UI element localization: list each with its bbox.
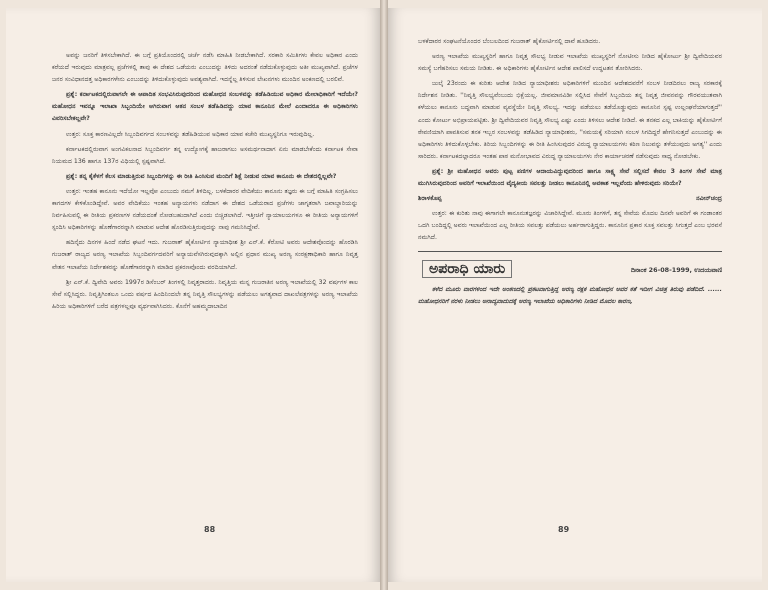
body-paragraph: ಕರ್ನಾಟಕದಲ್ಲಿರುವಾಗ ಅಂಗವಿಕಲನಾದ ಸಿಬ್ಬಂದಿವರ್ಗ ತನ್ನ ಉದ್ಯೋಗಕ್ಕೆ ಹಾಜರಾಗಲು ಅಸಮರ್ಥನಾದಾಗ ಏನು ಮಾಡಬೇಕೆಂದು ಕರ್ನಾಟಕ ಸೇವಾ ನಿಯಮದ 136 ಹಾಗೂ 137ರ ವಿಧಿಯಲ್ಲಿ ಸ್ಪಷ್ಟವಾಗಿದೆ.	[52, 145, 358, 165]
section-divider	[418, 251, 722, 252]
question-paragraph: ಪ್ರಶ್ನೆ: ತನ್ನ ಕೈಕೆಳಗೆ ಕೆಲಸ ಮಾಡುತ್ತಿರುವ ಸಿಬ್ಬಂದಿಗಳನ್ನು ಈ ರೀತಿ ಹಿಂಸಿಸುವ ಮಂದಿಗೆ ಶಿಕ್ಷೆ ನೀಡುವ ಯಾವ ಕಾನೂನು ಈ ದೇಶದಲ್ಲಿಲ್ಲವೇ?	[66, 172, 337, 180]
answer-paragraph: ಉತ್ತರ: ಸೂಕ್ತ ಕಾರಣವಿಲ್ಲದೇ ಸಿಬ್ಬಂದಿವರ್ಗದ ಸಂಬಳವನ್ನು ತಡೆಹಿಡಿಯುವ ಅಧಿಕಾರ ಯಾವ ಕಚೇರಿ ಮುಖ್ಯಸ್ಥನಿಗೂ ಇರುವುದಿಲ್ಲ.	[66, 130, 315, 138]
left-page	[6, 8, 380, 582]
answer-paragraph: ಉತ್ತರ: ಇಂತಹ ಕಾನೂನು ಇದೆಯೋ ಇಲ್ಲವೋ ಎಂಬುದು ನಮಗೆ ತಿಳಿದಿಲ್ಲ. ಬಳಕೆದಾರರ ವೇದಿಕೆಯು ಕಾನೂನು ತಜ್ಞರು ಈ ಬಗ್ಗೆ ಮಾಹಿತಿ ಸಂಗ್ರಹಿಸಲು ಕಾಗದಗಳ ಕೇಳಿಕೊಂಡಿದ್ದೇವೆ. ಅವರ ವೇದಿಕೆಯು ಇಂತಹ ಅನ್ಯಾಯಗಳು ನಡೆದಾಗ ಈ ದೇಶದ ಒಡೆಯರಾದ ಪ್ರಜೆಗಳು ಜಾಗೃತರಾಗಿ ಜವಾಬ್ದಾರಿಯನ್ನು ನಿರ್ವಹಿಸುವಲ್ಲಿ ಈ ರೀತಿಯ ಪ್ರಕರಣಗಳ ನಡೆಯದಂತೆ ನೋಡಬಹುದಾಗಿದೆ ಎಂದು ಬಿಚ್ಚಿಡಲಾಗಿದೆ. ಇತ್ತೀಚಿಗೆ ನ್ಯಾಯಾಲಯಗಳೂ ಈ ರೀತಿಯ ಅನ್ಯಾಯಗಳಿಗೆ ಸ್ಪಂದಿಸಿ ಅಧಿಕಾರಿಗಳನ್ನು ಹೊಣೆಗಾರರನ್ನಾಗಿ ಮಾಡುವ ಆದೇಶ ಹೊರಡಿಸುತ್ತಿರುವುದನ್ನು ನಾವು ಗಮನಿಸಿದ್ದೇವೆ.	[52, 187, 358, 232]
book-gutter	[380, 0, 388, 590]
section-dateline: ದಿನಾಂಕ 26-08-1999, ಉದಯವಾಣಿ	[630, 265, 722, 274]
question-paragraph: ಪ್ರಶ್ನೆ: ಕರ್ನಾಟಕದಲ್ಲಿರುವಾಗಲೇ ಈ ಆಪಾದಿತ ಸಂಭವಿಸಿರುವುದರಿಂದ ಮಹೋಧನ ಸಂಬಳವನ್ನು ತಡೆಹಿಡಿಯುವ ಅಧಿಕಾರ ಮೇಲಾಧಿಕಾರಿಗೆ ಇದೆಯೇ? ಮಹೋಧನ ಇವನ್ನೂ ಇಲಾಖಾ ಸಿಬ್ಬಂದಿಯೇ ಆಗಿರುವಾಗ ಆತನ ಸಂಬಳ ತಡೆಹಿಡಿದದ್ದು ಯಾವ ಕಾನೂನಿನ ಮೇಲೆ ಎಂದಾದರೂ ಈ ಅಧಿಕಾರಿಗಳು ವಿವರಿಸಬೇಕಲ್ಲವೇ?	[52, 91, 358, 123]
right-page	[388, 8, 762, 582]
body-paragraph: ಅವನ್ನು ಜನರಿಗೆ ತಿಳಿಸಬೇಕಾಗಿದೆ. ಈ ಬಗ್ಗೆ ಪ್ರತಿಯೊಂದರಲ್ಲಿ ಚರ್ಚೆ ನಡೆಸಿ ಮಾಹಿತಿ ನೀಡಬೇಕಾಗಿದೆ. ಸರಕಾರಿ ಸಮಿತಿಗಳು ಕೇವಲ ಅಧಿಕಾರ ಎಂದು ಕರೆಯದೆ ಇರುವುದು ಮಾತ್ರವಲ್ಲ ಪ್ರಜೆಗಳಲ್ಲಿ ತಾವು ಈ ದೇಶದ ಒಡೆಯರು ಎಂಬುದನ್ನು ತಿಳಿದು ಅದರಂತೆ ನಡೆದುಕೊಳ್ಳುವುದು ಅತೀ ಮುಖ್ಯವಾಗಿದೆ. ಪ್ರಜೆಗಳ ಜನರ ಸಂವಿಧಾನದತ್ತ ಅಧಿಕಾರಗಳೇನು ಎಂಬುದನ್ನು ತಿಳಿದುಕೊಳ್ಳುವುದು ಅವಶ್ಯವಾಗಿದೆ. ಇದನ್ನೆಲ್ಲ ತಿಳಿಸುವ ಲೇಖನಗಳು ಮುಂದಿನ ಅಂಕಣದಲ್ಲಿ ಬರಲಿವೆ.	[52, 52, 358, 84]
body-paragraph: ಜುಲೈ 23ರಂದು ಈ ಕುರಿತು ಆದೇಶ ನೀಡಿದ ನ್ಯಾಯಾಧೀಶರು ಅಧಿಕಾರಿಗಳಿಗೆ ಮುಂದಿನ ಆದೇಶದವರೆಗೆ ಸಂಬಳ ನೀಡದಿರಲು ರಾಜ್ಯ ಸರಕಾರಕ್ಕೆ ನಿರ್ದೇಶನ ನೀಡಿತು. ''ನಿವೃತ್ತಿ ಸೌಲಭ್ಯವೆಂಬುದು ಭಿಕ್ಷೆಯಲ್ಲ. ಜೀವಮಾನವಿಡೀ ಸಲ್ಲಿಸಿದ ಸೇವೆಗೆ ಸಿಬ್ಬಂದಿಯ ತನ್ನ ನಿವೃತ್ತ ಜೀವನವನ್ನು ಗೌರವಯುತವಾಗಿ ಕಳೆಯಲು ಕಾನೂನು ಬದ್ಧವಾಗಿ ಮಾಡುವ ವ್ಯವಸ್ಥೆಯೇ ನಿವೃತ್ತಿ ಸೌಲಭ್ಯ. ಇದನ್ನು ಪಡೆಯಲು ತಡೆಯೊಡ್ಡುವುದು ಕಾನೂನಿನ ಸ್ಪಷ್ಟ ಉಲ್ಲಂಘನೆಯಾಗುತ್ತದೆ'' ಎಂದು ಕೋರ್ಟು ಅಭಿಪ್ರಾಯಪಟ್ಟಿತು. ಶ್ರೀ ದ್ವಿವೇದಿಯವರ ನಿವೃತ್ತಿ ಸೌಲಭ್ಯ ಎಷ್ಟು ಎಂದು ತಿಳಿಸಲು ಆದೇಶ ನೀಡಿದೆ. ಈ ತನಕದ ಎಲ್ಲ ಬಾಕಿಯನ್ನು ಹೈಕೋರ್ಟಿಗೆ ಠೇವಣಿಯಾಗಿ ಪಾವತಿಸುವ ತನಕ ಇಬ್ಬರ ಸಂಬಳವನ್ನು ತಡೆಹಿಡಿದ ನ್ಯಾಯಾಧೀಶರು, ''ಸಮಯಕ್ಕೆ ಸರಿಯಾಗಿ ಸಂಬಳ ಸಿಗದಿದ್ದರೆ ಹೇಗನಿಸುತ್ತದೆ ಎಂಬುದನ್ನು ಈ ಅಧಿಕಾರಿಗಳು ತಿಳಿದುಕೊಳ್ಳಬೇಕು. ತಿರಿಯ ಸಿಬ್ಬಂದಿಗಳನ್ನು ಈ ರೀತಿ ಹಿಂಸಿಸುವುದರ ವಿರುದ್ಧ ನ್ಯಾಯಾಲಯಗಳು ಕಠಿಣ ನಿಲುವನ್ನು ತಳೆಯುವುದು ಅಗತ್ಯ'' ಎಂದು ಸಾರಿದರು. ಕರ್ನಾಟಕದಲ್ಲಾದರೂ ಇಂತಹ ಪಾಠ ಮನೋಭಾವದ ವಿರುದ್ಧ ನ್ಯಾಯಾಲಯಗಳು ನೇರ ಕಾರ್ಯಾಚರಣೆ ನಡೆಸುವುದು ಸಾಧ್ಯ ನೋಡಬೇಕು.	[418, 80, 722, 160]
signature-name: ನವೀನ್‌ಚಂದ್ರ	[696, 195, 722, 203]
body-paragraph: ಹದಿನೈದು ದಿನಗಳ ಹಿಂದೆ ನಡೆದ ಘಟನೆ ಇದು. ಗುಜರಾತ್ ಹೈಕೋರ್ಟಿನ ನ್ಯಾಯಾಧೀಶ ಶ್ರೀ ಎನ್.ಕೆ. ಕೆರೋಟಿ ಅವರು ಆದೇಶವೊಂದನ್ನು ಹೊರಡಿಸಿ ಗುಜರಾತ್ ರಾಜ್ಯದ ಅರಣ್ಯ ಇಲಾಖೆಯ ಸಿಬ್ಬಂದಿವರ್ಗದವರಿಗೆ ಅನ್ಯಾಯವೆಸಗಿರುವುದಕ್ಕಾಗಿ ಅಲ್ಲಿನ ಪ್ರಧಾನ ಮುಖ್ಯ ಅರಣ್ಯ ಸಂರಕ್ಷಣಾಧಿಕಾರಿ ಹಾಗೂ ನಿವೃತ್ತ ವೇತನ ಇಲಾಖೆಯ ನಿರ್ದೇಶಕರನ್ನು ಹೊಣೆಗಾರರನ್ನಾಗಿ ಮಾಡಿದ ಪ್ರಕರಣವೊಂದು ವರದಿಯಾಗಿದೆ.	[52, 239, 358, 271]
left-page-text	[52, 50, 358, 316]
signature-place: ಶಿರಾಳಕೊಪ್ಪ	[418, 195, 442, 203]
right-page-text	[418, 36, 722, 311]
signature-line	[418, 193, 722, 205]
body-paragraph: ಬಳಕೆದಾರರ ಸಂಘಟನೆಯೊಂದರ ಬೆಂಬಲದಿಂದ ಗುಜರಾತ್ ಹೈಕೋರ್ಟಿನಲ್ಲಿ ದಾವೆ ಹೂಡಿದರು.	[418, 38, 601, 45]
question-paragraph: ಪ್ರಶ್ನೆ: ಶ್ರೀ ಮಹೋಧನ ಅವರು ಪುಟ್ಟ ಪಣಿಗಳ ಆದಾಯವಿದ್ದುವುದರಿಂದ ಹಾಗೂ ಸಾಕ್ಷ್ಯ ಸೇವೆ ಸಲ್ಲಿಸದೆ ಕೇವಲ 3 ತಿಂಗಳ ಸೇವೆ ಮಾತ್ರ ಮುಗಿಸಿರುವುದರಿಂದ ಅವರಿಗೆ ಇಲಾಖೆಯಿಂದ ವೈದ್ಯಕೀಯ ಸವಲತ್ತು ನೀಡಲು ಕಾನೂನಿನಲ್ಲಿ ಅವಕಾಶ ಇಲ್ಲವೆಂದು ಹೇಳಿರುವುದು ಸರಿಯೇ?	[418, 167, 722, 188]
section-heading: ಅಪರಾಧಿ ಯಾರು	[422, 260, 512, 278]
page-number-left: 88	[204, 525, 216, 534]
answer-paragraph: ಉತ್ತರ: ಈ ಕುರಿತು ನಾವು ಈಗಾಗಲೇ ಕಾನೂನುತಜ್ಞರನ್ನು ವಿಚಾರಿಸಿದ್ದೇವೆ. ಮೂರು ತಿಂಗಳಿಗೆ, ತನ್ನ ಸೇವೆಯ ಮೊದಲ ದಿನವೇ ಅವರಿಗೆ ಈ ಗಂಡಾಂತರ ಒದಗಿ ಬಂದಿದ್ದಲ್ಲಿ ಅವರು ಇಲಾಖೆಯಿಂದ ಎಲ್ಲ ರೀತಿಯ ಸವಲತ್ತು ಪಡೆಯಲು ಅರ್ಹರಾಗುತ್ತಿದ್ದರು. ಕಾನೂನಿನ ಪ್ರಕಾರ ಸೂಕ್ತ ಸವಲತ್ತು ಸಿಗುತ್ತದೆ ಎಂಬ ಭರವಸೆ ನಮಗಿದೆ.	[418, 210, 722, 242]
body-paragraph: ಅರಣ್ಯ ಇಲಾಖೆಯ ಮುಖ್ಯಸ್ಥರಿಗೆ ಹಾಗೂ ನಿವೃತ್ತ ಸೌಲಭ್ಯ ನೀಡುವ ಇಲಾಖೆಯ ಮುಖ್ಯಸ್ಥರಿಗೆ ನೋಟೀಸು ನೀಡಿದ ಹೈಕೋರ್ಟು ಶ್ರೀ ದ್ವಿವೇದಿಯವರ ಸಮಸ್ಯೆ ಬಗೆಹರಿಸಲು ಸಮಯ ನೀಡಿತು. ಈ ಅಧಿಕಾರಿಗಳು ಹೈಕೋರ್ಟಿನ ಆದೇಶ ಪಾಲಿಸದೆ ಉದ್ಧಟತನ ತೋರಿಸಿದರು.	[418, 53, 722, 73]
section-intro: ಕಳೆದ ಮೂರು ವಾರಗಳಿಂದ ಇದೇ ಅಂಕಣದಲ್ಲಿ ಪ್ರಕಟವಾಗುತ್ತಿದ್ದ ಅರಣ್ಯ ರಕ್ಷಕ ಮಹೋಧನ ಅವರ ಕತೆ ಇದೀಗ ವಿಚಿತ್ರ ತಿರುವು ಪಡೆದಿದೆ. ...... ಮಹೋಧನರಿಗೆ ನರಳು ನೀಡಲು ಅನಾದ್ಯವಾದುದಕ್ಕೆ ಅರಣ್ಯ ಇಲಾಖೆಯ ಅಧಿಕಾರಿಗಳು ನೀಡಿದ ಮೊದಲ ಕಾರಣ,	[418, 285, 722, 305]
body-paragraph: ಶ್ರೀ ಎನ್.ಕೆ. ದ್ವಿವೇದಿ ಅವರು 1997ರ ಡಿಸೆಂಬರ್ ತಿಂಗಳಲ್ಲಿ ನಿವೃತ್ತರಾದರು. ನಿವೃತ್ತಿಯ ಮನ್ನ ಗುಜರಾತಿನ ಅರಣ್ಯ ಇಲಾಖೆಯಲ್ಲಿ 32 ವರ್ಷಗಳ ಕಾಲ ಸೇವೆ ಸಲ್ಲಿಸಿದ್ದರು. ನಿವೃತ್ತಿಗಿಂತಲೂ ಒಂದು ವರ್ಷದ ಹಿಂದಿನಿಂದಲೇ ತನ್ನ ನಿವೃತ್ತಿ ಸೌಲಭ್ಯಗಳನ್ನು ಪಡೆಯಲು ಅಗತ್ಯವಾದ ದಾಖಲೆಪತ್ರಗಳನ್ನು ಅರಣ್ಯ ಇಲಾಖೆಯ ಹಿರಿಯ ಅಧಿಕಾರಿಗಳಿಗೆ ಬರೆದ ಪತ್ರಗಳಲ್ಲವೂ ವ್ಯರ್ಥವಾಗಿಸಿದರು. ಕೊನೆಗೆ ಅಹಮ್ಮದಾಬಾದಿನ	[52, 278, 358, 310]
page-number-right: 89	[558, 525, 570, 534]
